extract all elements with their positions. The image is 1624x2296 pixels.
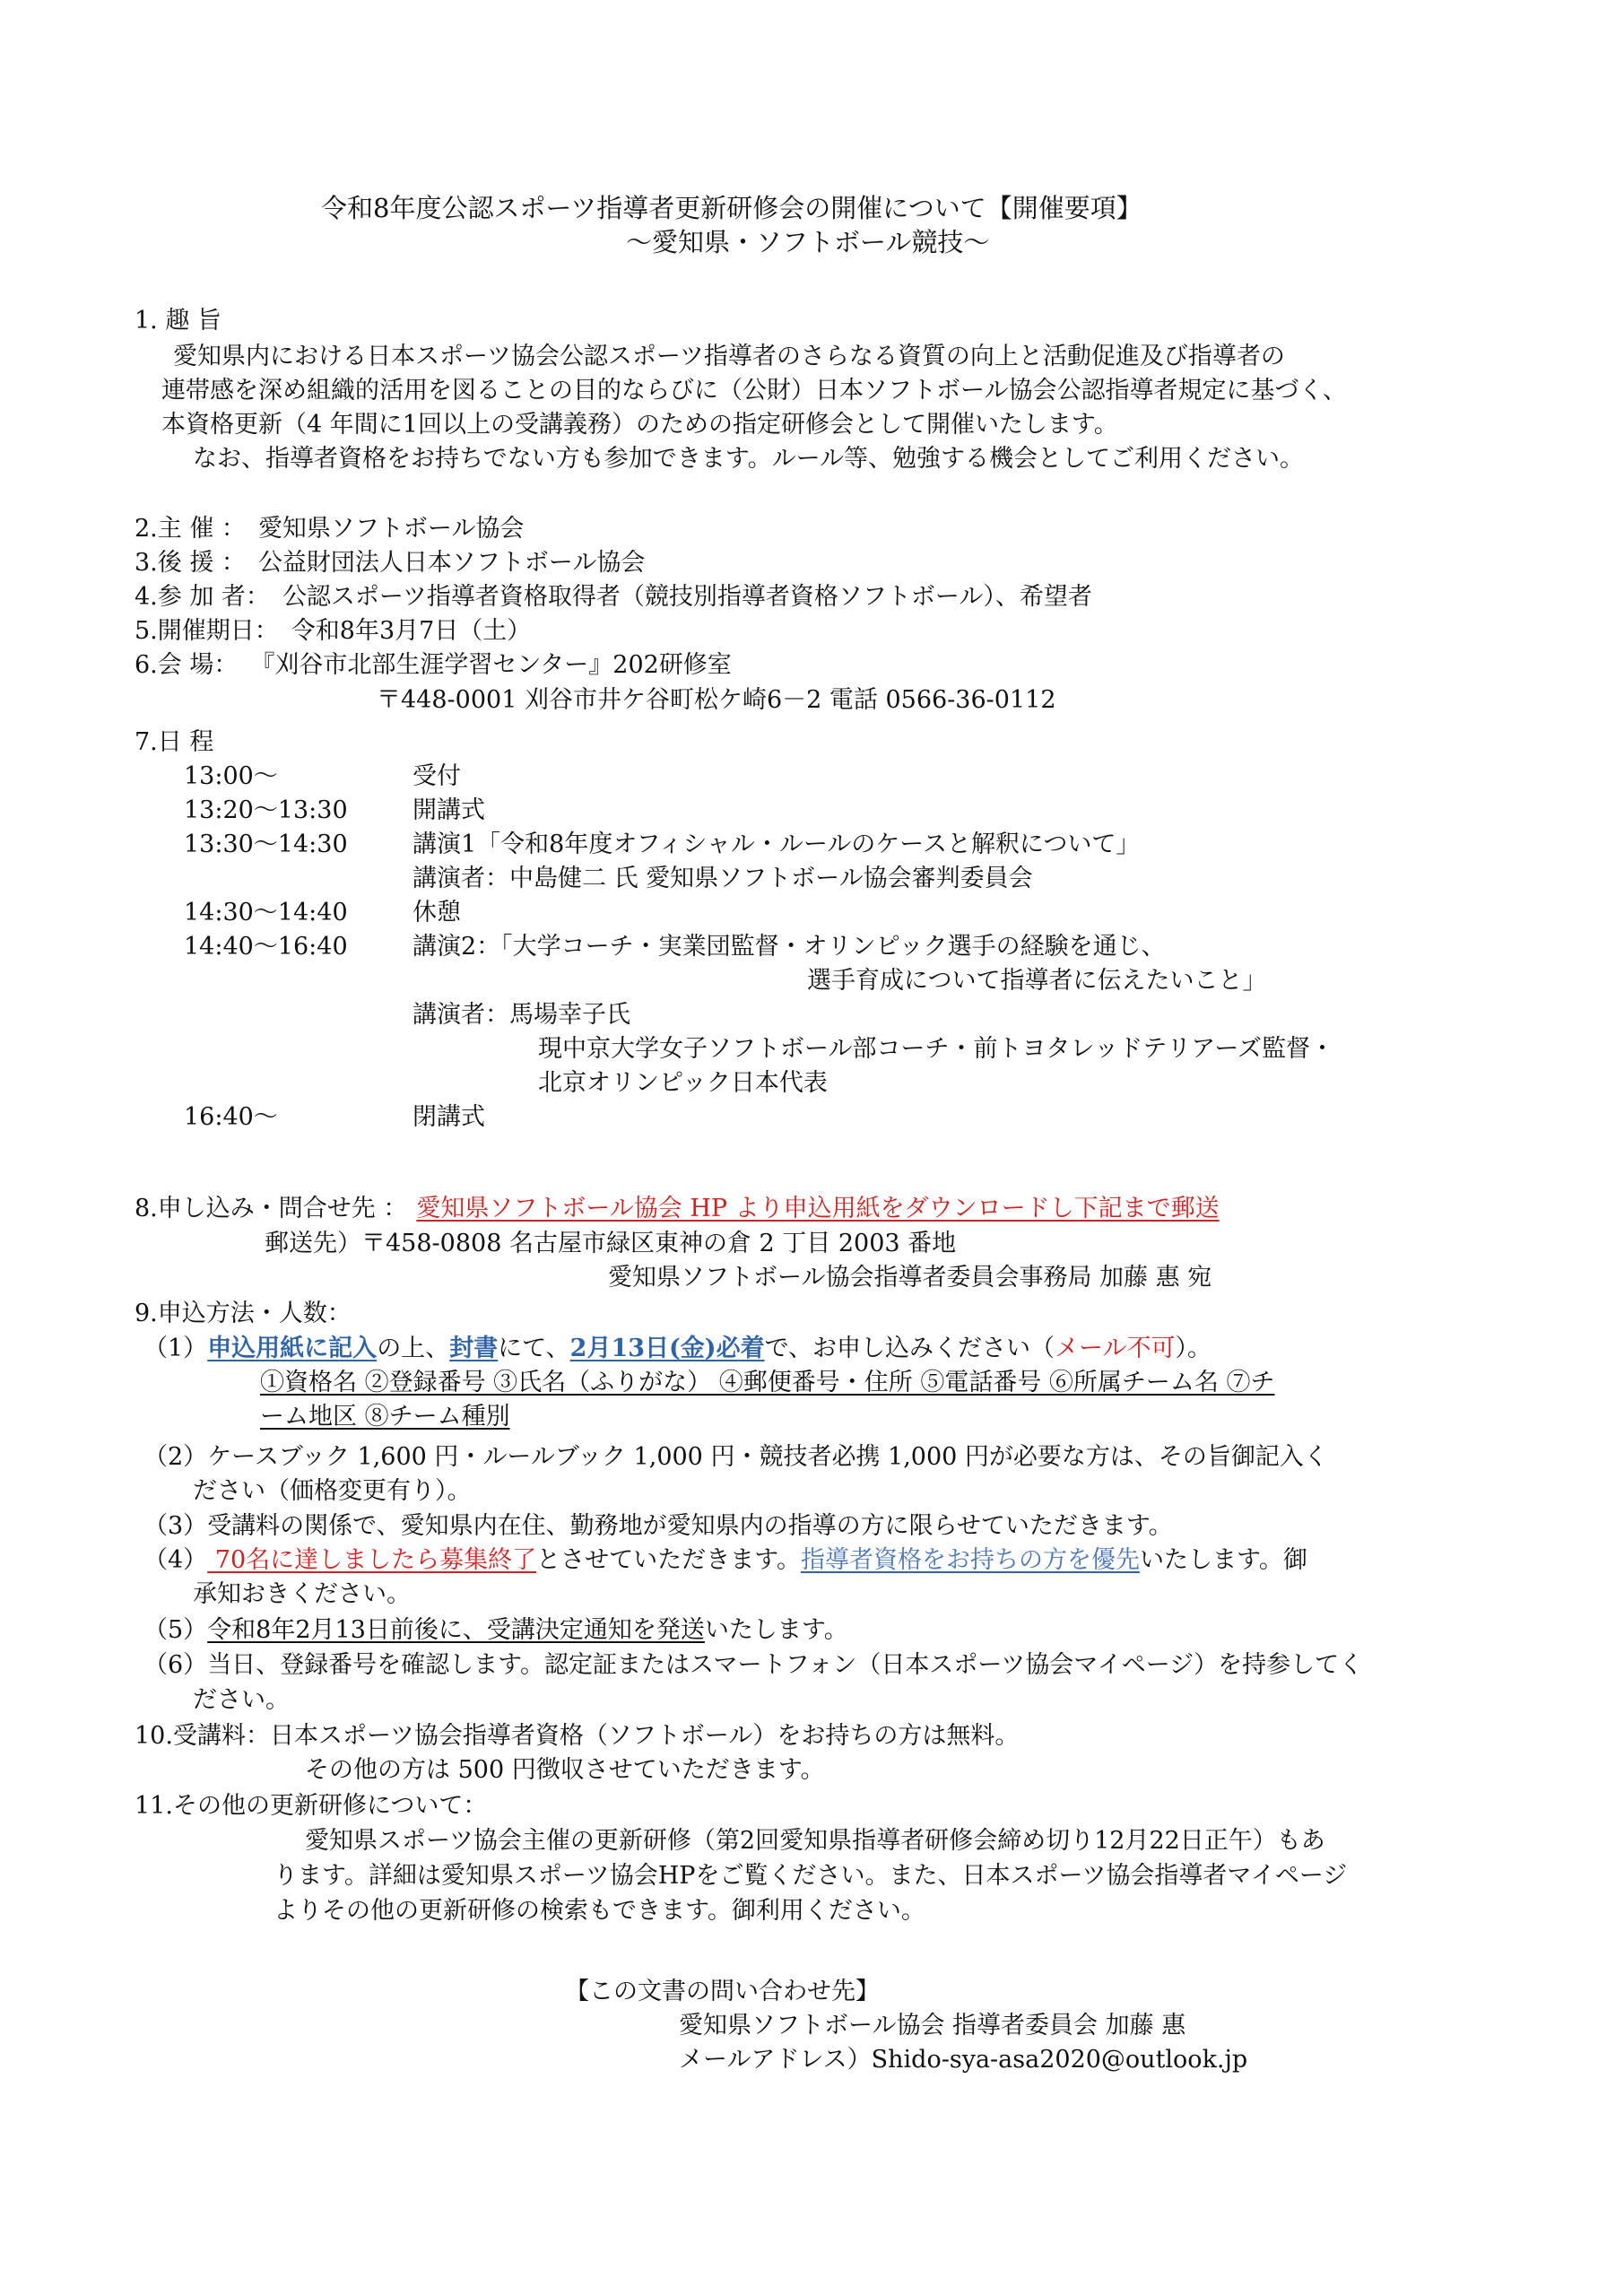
schedule-description: 選手育成について指導者に伝えたいこと」	[807, 967, 1267, 995]
item-number: （6）	[143, 1651, 208, 1679]
section-11-paragraph-line: 愛知県スポーツ協会主催の更新研修（第2回愛知県指導者研修会締め切り12月22日正午）もあ	[305, 1827, 1325, 1855]
section-5-label: 5.開催期日：	[135, 617, 279, 645]
schedule-description: 講演者：馬場幸子氏	[413, 1001, 630, 1029]
section-1-paragraph-line: 愛知県内における日本スポーツ協会公認スポーツ指導者のさらなる資質の向上と活動促進及び指導者の	[173, 343, 1285, 370]
item-number: （2）	[143, 1443, 208, 1471]
text: いたします。御	[1139, 1546, 1307, 1574]
schedule-time: 16:40～	[184, 1103, 278, 1131]
contact-organization: 愛知県ソフトボール協会 指導者委員会 加藤 惠	[679, 2012, 1186, 2039]
section-8-recipient: 愛知県ソフトボール協会指導者委員会事務局 加藤 惠 宛	[608, 1264, 1212, 1292]
text: ）。	[1175, 1335, 1212, 1362]
capacity-limit-note: 70名に達しましたら募集終了	[207, 1546, 537, 1574]
section-10-fee-other: その他の方は 500 円徴収させていただきます。	[305, 1756, 825, 1784]
section-6-venue	[135, 649, 732, 682]
schedule-description: 講演1「令和8年度オフィシャル・ルールのケースと解釈について」	[413, 831, 1141, 858]
schedule-description: 講演者：中島健二 氏 愛知県ソフトボール協会審判委員会	[413, 865, 1033, 892]
section-2-value: 愛知県ソフトボール協会	[257, 515, 525, 543]
section-11-heading: 11.その他の更新研修について：	[135, 1792, 488, 1820]
document-title: 令和8年度公認スポーツ指導者更新研修会の開催について【開催要項】	[321, 193, 1142, 223]
text: とさせていただきます。	[536, 1546, 801, 1574]
schedule-time: 13:30～14:30	[184, 831, 348, 858]
section-4-label: 4.参 加 者：	[135, 583, 270, 611]
fill-form-emphasis: 申込用紙に記入	[207, 1335, 378, 1362]
section-1-paragraph-line: 連帯感を深め組織的活用を図ることの目的ならびに（公財）日本ソフトボール協会公認指導者規定に基づく、	[161, 377, 1347, 404]
notification-note: 令和8年2月13日前後に、受講決定通知を発送	[207, 1616, 705, 1644]
schedule-description: 閉講式	[413, 1103, 485, 1131]
section-1-paragraph-line: 本資格更新（4 年間に1回以上の受講義務）のための指定研修会として開催いたします。	[161, 411, 1118, 439]
item-number: （3）	[143, 1512, 208, 1540]
section-9-item-6	[143, 1649, 1363, 1682]
section-9-item-1	[143, 1333, 1211, 1365]
schedule-description: 休憩	[413, 899, 461, 926]
section-9-item-4	[143, 1544, 1307, 1577]
schedule-description: 北京オリンピック日本代表	[538, 1069, 828, 1097]
section-9-required-fields-line: ーム地区 ⑧チーム種別	[260, 1403, 510, 1431]
schedule-description: 講演2：「大学コーチ・実業団監督・オリンピック選手の経験を通じ、	[413, 933, 1166, 961]
item-text: 当日、登録番号を確認します。認定証またはスマートフォン（日本スポーツ協会マイページ）を持参してく	[207, 1651, 1364, 1679]
text: いたします。	[704, 1616, 848, 1644]
deadline-emphasis: 2月13日(金)必着	[569, 1335, 765, 1362]
section-9-item-6-cont: ださい。	[193, 1686, 290, 1714]
section-5-date	[135, 615, 531, 648]
schedule-time: 14:40～16:40	[184, 933, 348, 961]
section-9-item-3	[143, 1510, 1173, 1543]
item-number: （4）	[143, 1546, 208, 1574]
section-11-paragraph-line: ります。詳細は愛知県スポーツ協会HPをご覧ください。また、日本スポーツ協会指導者マイページ	[274, 1862, 1348, 1890]
section-9-item-5	[143, 1614, 848, 1647]
section-5-value: 令和8年3月7日（土）	[291, 617, 532, 645]
section-8-label: 8.申し込み・問合せ先 ：	[135, 1195, 408, 1222]
item-number: （1）	[143, 1335, 208, 1362]
schedule-time: 13:00～	[184, 762, 278, 790]
schedule-description: 開講式	[413, 796, 485, 824]
section-9-item-2	[143, 1441, 1328, 1474]
item-text: 受講料の関係で、愛知県内在住、勤務地が愛知県内の指導の方に限らせていただきます。	[207, 1512, 1173, 1540]
item-text: ケースブック 1,600 円・ルールブック 1,000 円・競技者必携 1,000 円が必要な方は、その旨御記入く	[207, 1443, 1328, 1471]
schedule-description: 現中京大学女子ソフトボール部コーチ・前トヨタレッドテリアーズ監督・	[538, 1035, 1335, 1063]
section-1-paragraph-line: なお、指導者資格をお持ちでない方も参加できます。ルール等、勉強する機会としてご利用ください。	[193, 445, 1305, 473]
section-11-paragraph-line: よりその他の更新研修の検索もできます。御利用ください。	[274, 1897, 925, 1925]
document-subtitle: ～愛知県・ソフトボール競技～	[626, 227, 990, 257]
section-9-heading: 9.申込方法・人数：	[135, 1300, 352, 1327]
section-8-download-link[interactable]: 愛知県ソフトボール協会 HP より申込用紙をダウンロードし下記まで郵送	[416, 1195, 1220, 1222]
schedule-description: 受付	[413, 762, 461, 790]
section-3-label: 3.後 援 ：	[135, 549, 246, 577]
section-6-label: 6.会 場：	[135, 651, 239, 679]
section-8-mailing-address: 郵送先）〒458-0808 名古屋市緑区東神の倉 2 丁目 2003 番地	[265, 1230, 957, 1257]
section-4-participants	[135, 581, 1092, 613]
schedule-time: 13:20～13:30	[184, 796, 348, 824]
no-email-note: メール不可	[1055, 1335, 1176, 1362]
schedule-time: 14:30～14:40	[184, 899, 348, 926]
section-10-label: 10.受講料：	[135, 1722, 270, 1750]
section-4-value: 公認スポーツ指導者資格取得者（競技別指導者資格ソフトボール）、希望者	[282, 583, 1092, 611]
section-2-organizer	[135, 513, 524, 545]
section-6-address: 〒448-0001 刈谷市井ケ谷町松ケ崎6－2 電話 0566-36-0112	[377, 686, 1056, 714]
text: で、お申し込みください（	[764, 1335, 1055, 1362]
contact-email[interactable]: メールアドレス）Shido-sya-asa2020@outlook.jp	[679, 2046, 1248, 2074]
section-9-item-4-cont: 承知おきください。	[193, 1580, 411, 1608]
item-number: （5）	[143, 1616, 208, 1644]
section-7-heading: 7.日 程	[135, 728, 214, 756]
section-8-contact	[135, 1193, 1220, 1225]
section-3-support	[135, 547, 645, 579]
section-9-required-fields-line: ①資格名 ②登録番号 ③氏名（ふりがな） ④郵便番号・住所 ⑤電話番号 ⑥所属チーム名 ⑦チ	[260, 1369, 1275, 1396]
section-3-value: 公益財団法人日本ソフトボール協会	[257, 549, 646, 577]
section-2-label: 2.主 催 ：	[135, 515, 246, 543]
section-6-value: 『刈谷市北部生涯学習センター』202研修室	[250, 651, 732, 679]
text: にて、	[498, 1335, 570, 1362]
section-1-heading: 1. 趣 旨	[135, 307, 221, 335]
section-9-item-2-cont: ださい（価格変更有り）。	[193, 1477, 472, 1505]
section-10-fee	[135, 1720, 1019, 1752]
priority-note: 指導者資格をお持ちの方を優先	[800, 1546, 1140, 1574]
sealed-letter-emphasis: 封書	[449, 1335, 499, 1362]
contact-heading: 【この文書の問い合わせ先】	[565, 1978, 880, 2005]
section-10-value: 日本スポーツ協会指導者資格（ソフトボール）をお持ちの方は無料。	[269, 1722, 1020, 1750]
text: の上、	[377, 1335, 450, 1362]
